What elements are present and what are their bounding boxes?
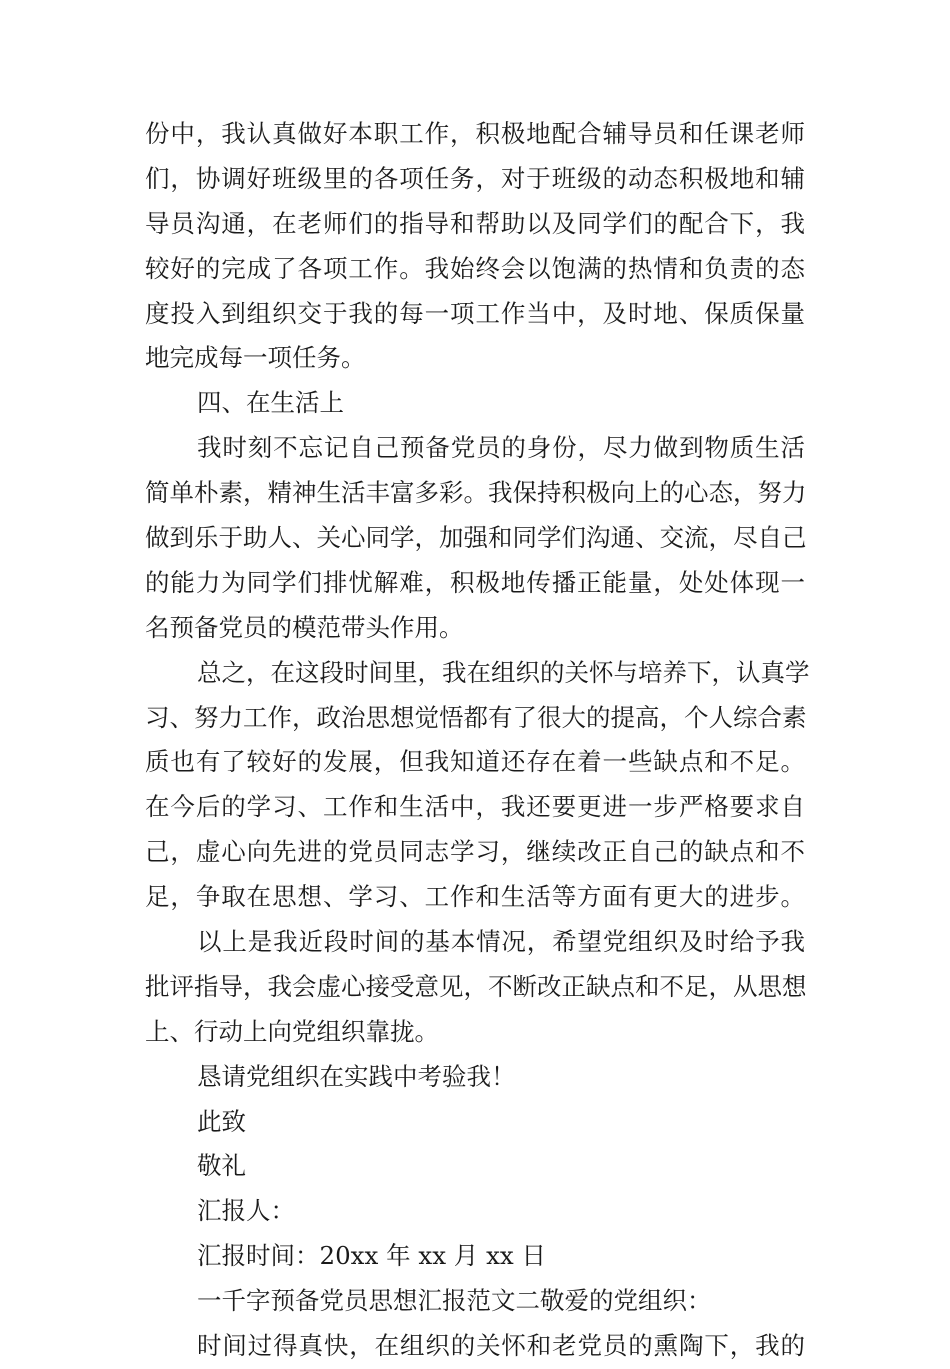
text-line: 们，协调好班级里的各项任务，对于班级的动态积极地和辅 [145, 163, 805, 193]
text-line: 质也有了较好的发展，但我知道还存在着一些缺点和不足。 [145, 747, 805, 777]
text-line: 在今后的学习、工作和生活中，我还要更进一步严格要求自 [145, 792, 805, 822]
text-line: 汇报人： [197, 1196, 295, 1226]
document-body [145, 112, 810, 1369]
text-line: 简单朴素，精神生活丰富多彩。我保持积极向上的心态，努力 [145, 478, 807, 508]
text-line: 我时刻不忘记自己预备党员的身份，尽力做到物质生活 [197, 433, 805, 463]
text-line: 份中，我认真做好本职工作，积极地配合辅导员和任课老师 [145, 119, 805, 148]
text-line: 上、行动上向党组织靠拢。 [145, 1016, 439, 1046]
text-line: 度投入到组织交于我的每一项工作当中，及时地、保质保量 [145, 298, 805, 328]
text-line: 此致 [197, 1106, 246, 1136]
text-line: 较好的完成了各项工作。我始终会以饱满的热情和负责的态 [145, 253, 805, 283]
text-line: 四、在生活上 [197, 388, 344, 418]
text-line: 一千字预备党员思想汇报范文二敬爱的党组织： [197, 1286, 712, 1316]
text-line: 总之，在这段时间里，我在组织的关怀与培养下，认真学 [197, 657, 810, 687]
text-line: 己，虚心向先进的党员同志学习，继续改正自己的缺点和不 [145, 837, 805, 867]
text-line: 习、努力工作，政治思想觉悟都有了很大的提高，个人综合素 [145, 702, 807, 732]
text-line: 汇报时间：20xx 年 xx 月 xx 日 [197, 1241, 547, 1271]
text-line: 时间过得真快，在组织的关怀和老党员的熏陶下，我的 [197, 1331, 805, 1361]
text-line: 的能力为同学们排忧解难，积极地传播正能量，处处体现一 [145, 567, 805, 597]
text-line: 做到乐于助人、关心同学，加强和同学们沟通、交流，尽自己 [145, 523, 807, 553]
text-line: 敬礼 [197, 1151, 246, 1181]
text-line: 名预备党员的模范带头作用。 [145, 612, 464, 642]
text-line: 足，争取在思想、学习、工作和生活等方面有更大的进步。 [145, 882, 805, 912]
text-line: 批评指导，我会虚心接受意见，不断改正缺点和不足，从思想 [145, 971, 807, 1001]
text-line: 恳请党组织在实践中考验我！ [197, 1061, 516, 1091]
text-line: 以上是我近段时间的基本情况，希望党组织及时给予我 [197, 927, 805, 957]
text-line: 地完成每一项任务。 [145, 343, 366, 373]
text-line: 导员沟通，在老师们的指导和帮助以及同学们的配合下，我 [145, 208, 805, 238]
